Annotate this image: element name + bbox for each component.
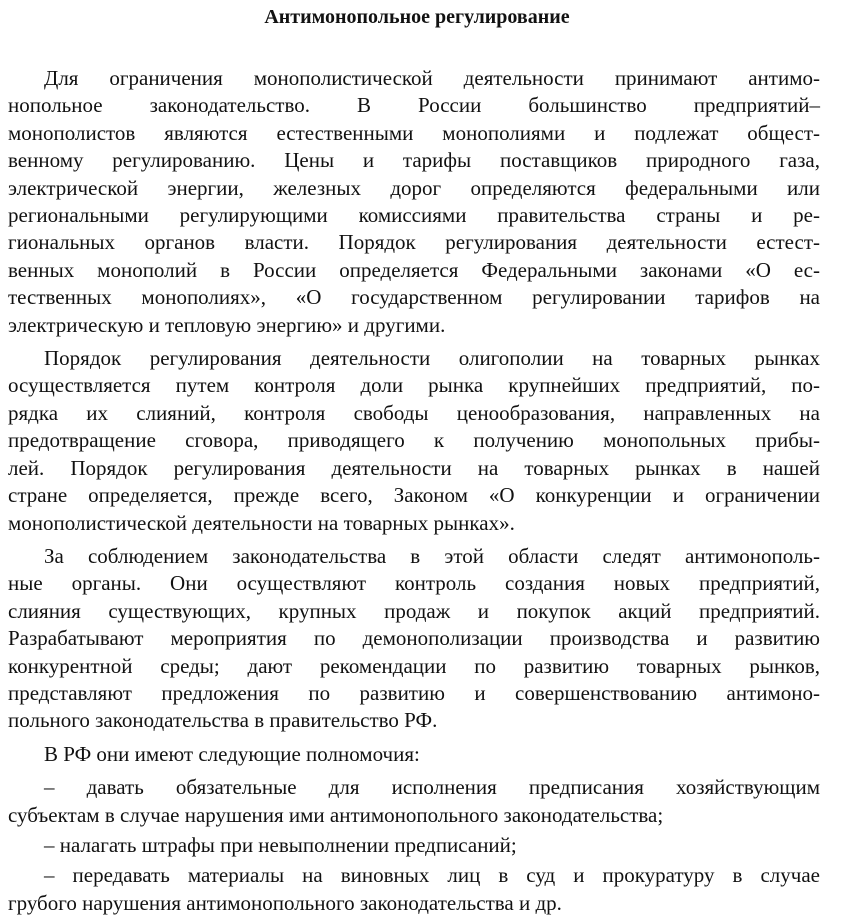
text-line: венных монополий в России определяется Федеральными законами «О ес- <box>8 257 820 282</box>
paragraph-4 <box>8 741 820 768</box>
text-line: венному регулированию. Цены и тарифы поставщиков природного газа, <box>8 148 820 173</box>
text-line: монополистической деятельности на товарных рынках». <box>8 510 515 535</box>
list-item <box>8 774 820 829</box>
paragraph-1 <box>8 65 820 339</box>
text-line: грубого нарушения антимонопольного законодательства и др. <box>8 890 562 915</box>
list-item <box>8 832 820 859</box>
text-line: польного законодательства в правительство РФ. <box>8 708 438 733</box>
text-line: Порядок регулирования деятельности олигополии на товарных рынках <box>44 346 820 371</box>
text-line: В РФ они имеют следующие полномочия: <box>44 741 420 766</box>
text-line: лей. Порядок регулирования деятельности на товарных рынках в нашей <box>8 455 820 480</box>
text-line: Разрабатывают мероприятия по демонополизации производства и развитию <box>8 626 820 651</box>
text-line: осуществляется путем контроля доли рынка крупнейших предприятий, по- <box>8 373 820 398</box>
text-line: Для ограничения монополистической деятельности принимают антимо- <box>44 66 820 90</box>
text-line: предотвращение сговора, приводящего к получению монопольных прибы- <box>8 428 820 453</box>
text-line: – налагать штрафы при невыполнении предписаний; <box>44 832 517 857</box>
text-line: – передавать материалы на виновных лиц в суд и прокуратуру в случае <box>44 863 820 888</box>
text-line: гиональных органов власти. Порядок регулирования деятельности естест- <box>8 230 820 255</box>
text-line: слияния существующих, крупных продаж и покупок акций предприятий. <box>8 598 820 623</box>
text-line: электрической энергии, железных дорог определяются федеральными или <box>8 175 820 200</box>
paragraph-2 <box>8 345 820 537</box>
text-line: стране определяется, прежде всего, Законом «О конкуренции и ограничении <box>8 483 820 508</box>
text-line: субъектам в случае нарушения ими антимонопольного законодательства; <box>8 802 664 827</box>
text-line: рядка их слияний, контроля свободы ценообразования, направленных на <box>8 400 820 425</box>
text-line: представляют предложения по развитию и совершенствованию антимоно- <box>8 680 820 705</box>
paragraph-3 <box>8 543 820 735</box>
text-line: За соблюдением законодательства в этой области следят антимонополь- <box>44 543 820 568</box>
text-line: монополистов являются естественными монополиями и подлежат общест- <box>8 120 820 145</box>
title-spacer <box>8 31 820 65</box>
text-line: региональными регулирующими комиссиями правительства страны и ре- <box>8 203 820 228</box>
list-item <box>8 862 820 917</box>
document-page <box>8 4 820 920</box>
text-line: конкурентной среды; дают рекомендации по развитию товарных рынков, <box>8 653 820 678</box>
text-line: – давать обязательные для исполнения предписания хозяйствующим <box>44 775 820 800</box>
text-line: электрическую и тепловую энергию» и другими. <box>8 312 446 337</box>
text-line: тественных монополиях», «О государственном регулировании тарифов на <box>8 285 820 310</box>
text-line: нопольное законодательство. В России большинство предприятий– <box>8 93 820 118</box>
powers-list <box>8 774 820 917</box>
page-title: Антимонопольное регулирование <box>264 6 570 28</box>
text-line: ные органы. Они осуществляют контроль создания новых предприятий, <box>8 571 820 596</box>
